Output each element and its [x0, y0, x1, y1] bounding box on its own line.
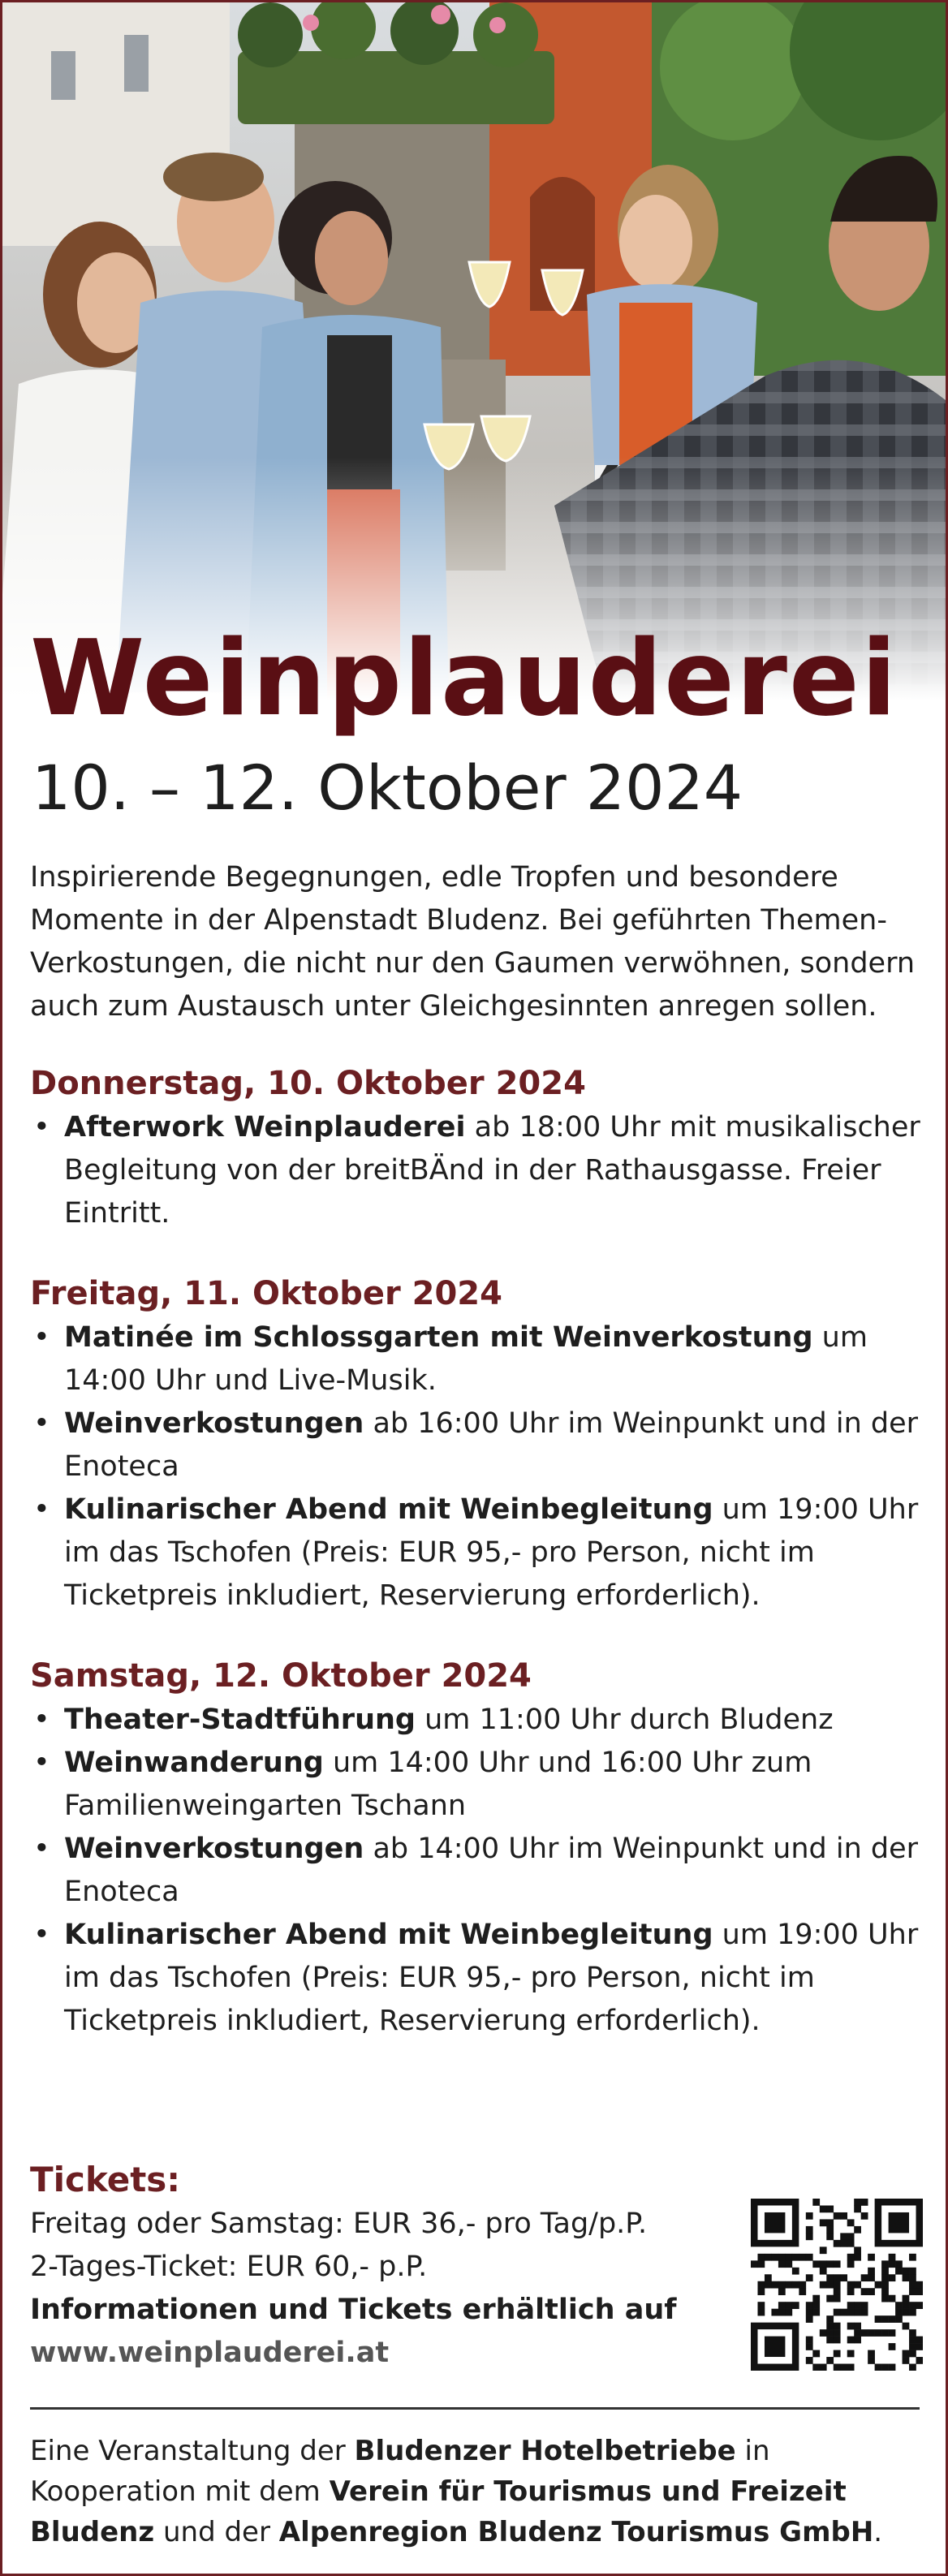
divider: [30, 2407, 920, 2410]
bullet-icon: •: [33, 1321, 50, 1354]
qr-code-icon: [751, 2199, 923, 2371]
list-item: • Matinée im Schlossgarten mit Weinverkostung um 14:00 Uhr und Live-Musik.: [30, 1316, 923, 1402]
day-heading: Samstag, 12. Oktober 2024: [30, 1657, 532, 1695]
day-heading: Donnerstag, 10. Oktober 2024: [30, 1065, 586, 1102]
bullet-icon: •: [33, 1493, 50, 1526]
day-section-thursday: [30, 1061, 923, 1235]
ticket-price-two-day: 2-Tages-Ticket: EUR 60,- p.P.: [30, 2251, 428, 2283]
intro-paragraph: Inspirierende Begegnungen, edle Tropfen und besondere Momente in der Alpenstadt Bludenz. Bei geführten Themen-Verkostungen, die nicht nur den Gaumen verwöhnen, sondern auch zum Austausch unter Gleichgesinnten anregen sollen.: [30, 861, 916, 1023]
list-item: • Theater-Stadtführung um 11:00 Uhr durch Bludenz: [30, 1699, 923, 1742]
website-link[interactable]: www.weinplauderei.at: [30, 2337, 390, 2369]
list-item: • Weinwanderung um 14:00 Uhr und 16:00 Uhr zum Familienweingarten Tschann: [30, 1742, 923, 1828]
bullet-icon: •: [33, 1704, 50, 1736]
list-item: • Weinverkostungen ab 16:00 Uhr im Weinpunkt und in der Enoteca: [30, 1402, 923, 1488]
tickets-info: Informationen und Tickets erhältlich auf: [30, 2294, 677, 2326]
event-dates: 10. – 12. Oktober 2024: [32, 752, 743, 824]
tickets-heading: Tickets:: [30, 2160, 181, 2199]
day-section-saturday: [30, 1653, 923, 2043]
list-item: • Kulinarischer Abend mit Weinbegleitung um 19:00 Uhr im das Tschofen (Preis: EUR 95,- pro Person, nicht im Ticketpreis inkludiert, Reservierung erforderlich).: [30, 1488, 923, 1618]
bullet-icon: •: [33, 1747, 50, 1779]
ticket-price-day: Freitag oder Samstag: EUR 36,- pro Tag/p.P.: [30, 2208, 648, 2240]
bullet-icon: •: [33, 1919, 50, 1951]
bullet-icon: •: [33, 1407, 50, 1440]
bullet-icon: •: [33, 1833, 50, 1865]
bullet-icon: •: [33, 1111, 50, 1144]
list-item: • Afterwork Weinplauderei ab 18:00 Uhr mit musikalischer Begleitung von der breitBÄnd in der Rathausgasse. Freier Eintritt.: [30, 1106, 923, 1235]
footer-credits: Eine Veranstaltung der Bludenzer Hotelbetriebe in Kooperation mit dem Verein für Tourismus und Freizeit Bludenz und der Alpenregion Bludenz Tourismus GmbH.: [30, 2435, 883, 2548]
day-heading: Freitag, 11. Oktober 2024: [30, 1275, 502, 1312]
day-section-friday: [30, 1271, 923, 1618]
main-content: [30, 856, 923, 2078]
tickets-section: [30, 2157, 744, 2375]
hero-photo: [2, 2, 946, 700]
list-item: • Kulinarischer Abend mit Weinbegleitung um 19:00 Uhr im das Tschofen (Preis: EUR 95,- pro Person, nicht im Ticketpreis inkludiert, Reservierung erforderlich).: [30, 1914, 923, 2043]
list-item: • Weinverkostungen ab 14:00 Uhr im Weinpunkt und in der Enoteca: [30, 1828, 923, 1914]
page-title: Weinplauderei: [30, 618, 898, 739]
